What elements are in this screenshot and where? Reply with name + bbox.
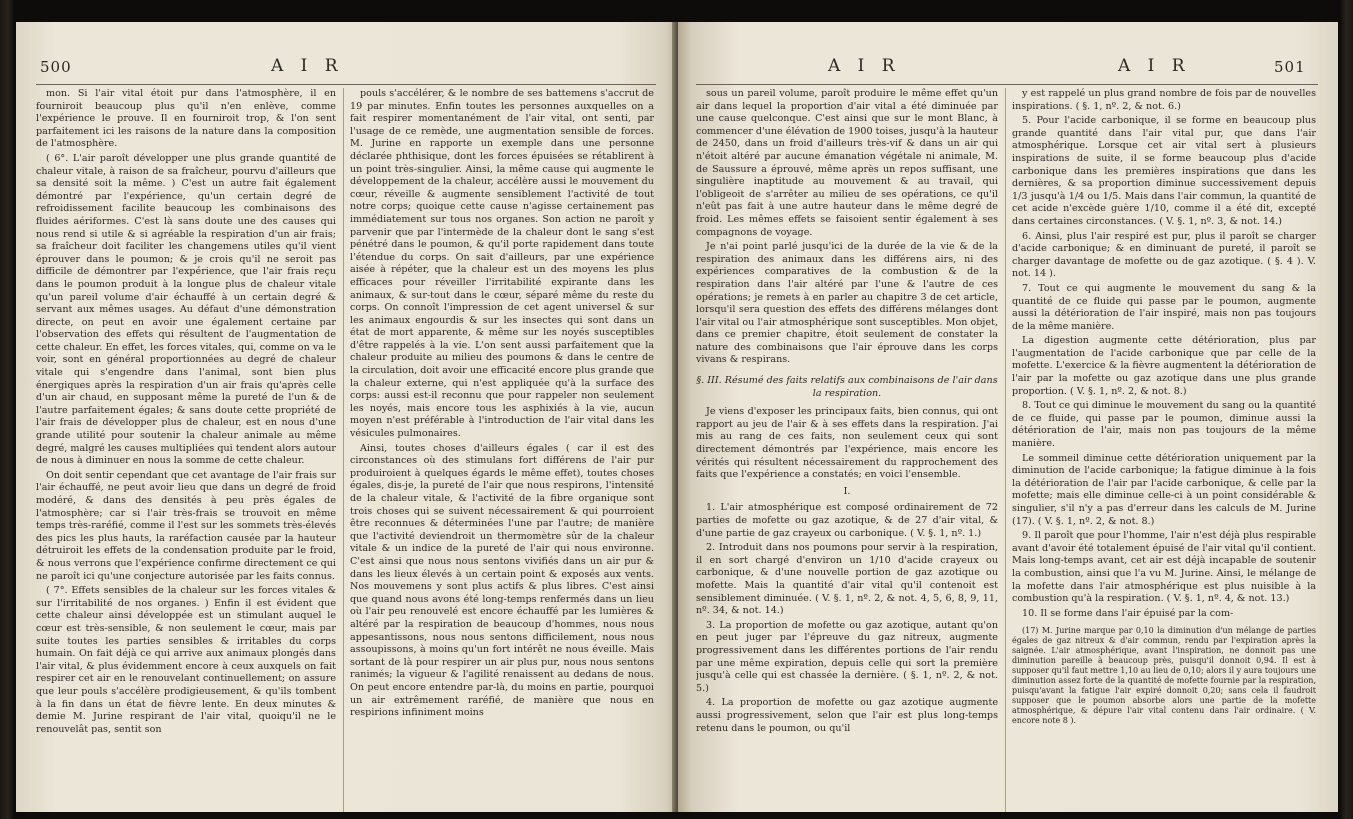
numbered-item: 1. L'air atmosphérique est composé ordinairement de 72 parties de mofette ou gaz azotique, & de 27 d'air vital, & d'une partie de gaz crayeux ou carbonique. ( V. §. 1, nº. 1.) <box>696 502 998 539</box>
numbered-item: 9. Il paroît que pour l'homme, l'air n'est déjà plus respirable avant d'avoir été totalement épuisé de l'air vital qu'il contient. Mais long-temps avant, cet air est déjà incapable de soutenir la combustion, ainsi que l'a vu M. Jurine. Ainsi, le mélange de la mofette dans l'air atmosphérique est plus nuisible à la combustion qu'à la respiration. ( V. §. 1, nº. 4, & not. 13.) <box>1012 530 1316 605</box>
left-page <box>16 22 678 812</box>
left-page-number: 500 <box>40 58 72 76</box>
numbered-item: 4. La proportion de mofette ou gaz azotique augmente aussi progressivement, selon que l'air est plus long-temps retenu dans le poumon, ou qu'il <box>696 697 998 734</box>
left-running-head: A I R <box>271 56 344 76</box>
paragraph: mon. Si l'air vital étoit pur dans l'atmosphère, il en fourniroit beaucoup plus qu'il n'en enlève, comme l'expérience le prouve. Il en fourniroit trop, & l'on sent parfaitement ici les raisons de la nature dans la composition de l'atmosphère. <box>36 88 336 150</box>
right-column-2 <box>1012 88 1316 812</box>
left-column-2 <box>350 88 654 812</box>
numbered-item: 7. Tout ce qui augmente le mouvement du sang & la quantité de ce fluide qui passe par le poumon, augmente aussi la détérioration de l'air inspiré, mais non pas toujours de la même manière. <box>1012 282 1316 332</box>
right-running-head: A I R <box>1118 56 1191 76</box>
right-column-1 <box>696 88 998 812</box>
paragraph: On doit sentir cependant que cet avantage de l'air frais sur l'air échauffé, ne peut avoir lieu que dans un degré de froid modéré, & dans des densités à peu près égales de l'atmosphère; car si l'air très-frais se trouvoit en même temps très-raréfié, comme il l'est sur les sommets très-élevés des pics les plus hauts, la raréfaction causée par la hauteur détruiroit les effets de la condensation produite par le froid, & nous verrons que l'expérience confirme directement ce qui ne paroît ici qu'une conjecture autorisée par les faits connus. <box>36 469 336 582</box>
paragraph: Ainsi, toutes choses d'ailleurs égales ( car il est des circonstances où des stimulans fort différens de l'air pur produiroient à quelques égards le même effet), toutes choses égales, dis-je, la pureté de l'air que nous respirons, l'intensité de la chaleur vitale, & l'activité de la fibre organique sont trois choses qui se suivent nécessairement & qui pourroient être reconnues & déterminées l'une par l'autre; de manière que l'activité deviendroit un thermomètre sûr de la chaleur vitale & un indice de la pureté de l'air qui nous environne. C'est ainsi que nous nous sentons vivifiés dans un air pur & dans les lieux élevés à un certain point & exposés aux vents. Nos mouvemens y sont plus actifs & plus libres. C'est ainsi que quand nous avons été long-temps renfermés dans un lieu où l'air peu renouvelé est encore échauffé par les lumières & altéré par la respiration de beaucoup d'hommes, nous nous appesantissons, nous nous sentons difficilement, nous nous assoupissons, à moins qu'un fort intérêt ne nous éveille. Mais sortant de là pour respirer un air plus pur, nous nous sentons ranimés; la vigueur & l'agilité renaissent au dedans de nous. On peut encore entendre par-là, du moins en partie, pourquoi un air extrêmement raréfié, de manière que nous en respirions infiniment moins <box>350 442 654 719</box>
paragraph: sous un pareil volume, paroît produire le même effet qu'un air dans lequel la proportion d'air vital a été diminuée par une cause quelconque. C'est ainsi que sur le mont Blanc, à commencer d'une élévation de 1900 toises, jusqu'à la hauteur de 2450, dans un froid d'ailleurs très-vif & dans un air qui n'étoit altéré par aucune émanation végétale ni animale, M. de Saussure a éprouvé, même après un repos suffisant, une singulière inaptitude au mouvement & au travail, qui l'obligeoit de s'arrêter au milieu de ses opérations, ce qu'il n'eût pas fait à une autre hauteur dans le même degré de froid. Les mêmes effets se faisoient sentir également à ses compagnons de voyage. <box>696 88 998 238</box>
paragraph: pouls s'accélérer, & le nombre de ses battemens s'accrut de 19 par minutes. Enfin toutes les personnes auxquelles on a fait respirer momentanément de l'air vital, ont senti, par l'usage de ce remède, une augmentation sensible de forces. M. Jurine en rapporte un exemple dans une personne déclarée phthisique, dont les forces épuisées se rétablirent à un point très-singulier. Ainsi, la même cause qui augmente le développement de la chaleur, accélère aussi le mouvement du cœur, réveille & augmente sensiblement l'activité de tout notre corps; quoique cette cause n'agisse certainement pas immédiatement sur tous nos organes. Son action ne paroît y parvenir que par l'intermède de la chaleur dont le sang s'est pénétré dans le poumon, & qu'il porte rapidement dans toute l'étendue du corps. On sait d'ailleurs, par une expérience aisée à répéter, que la chaleur est un des moyens les plus efficaces pour réveiller l'irritabilité expirante dans les animaux, & sur-tout dans le cœur, séparé même du reste du corps. On connoît l'impression de cet agent universel & sur les animaux engourdis & sur les insectes qui sont dans un état de mort apparente, & même sur les noyés susceptibles d'être rappelés à la vie. L'on sent aussi parfaitement que la chaleur produite au milieu des poumons & dans le centre de la circulation, doit avoir une efficacité encore plus grande que la chaleur externe, qui n'est appliquée qu'à la surface des corps: aussi est-il reconnu que pour rappeler non seulement les noyés, mais encore tous les asphixiés à la vie, aucun moyen n'est préférable à l'introduction de l'air vital dans les vésicules pulmonaires. <box>350 88 654 440</box>
paragraph: Je n'ai point parlé jusqu'ici de la durée de la vie & de la respiration des animaux dans les différens airs, ni des expériences comparatives de la combustion & de la respiration dans l'air altéré par l'une & l'autre de ces opérations; je remets à en parler au chapitre 3 de cet article, lorsqu'il sera question des effets des différens mélanges dont l'air vital ou l'air atmosphérique sont susceptibles. Mon objet, dans ce premier chapitre, étoit seulement de constater la nature des combinaisons que l'air éprouve dans les corps vivans & respirans. <box>696 241 998 366</box>
numbered-item: y est rappelé un plus grand nombre de fois par de nouvelles inspirations. ( §. 1, nº. 2, & not. 6.) <box>1012 88 1316 112</box>
column-divider <box>343 88 344 812</box>
paragraph: Je viens d'exposer les principaux faits, bien connus, qui ont rapport au jeu de l'air & à ses effets dans la respiration. J'ai mis au rang de ces faits, non seulement ceux qui sont directement démontrés par l'expérience, mais encore les vérités qui résultent nécessairement du rapprochement des faits que l'expérience a constatés; en voici l'ensemble. <box>696 406 998 481</box>
numbered-item: 5. Pour l'acide carbonique, il se forme en beaucoup plus grande quantité dans l'air vital pur, que dans l'air atmosphérique. Lorsque cet air vital sert à plusieurs inspirations de suite, il se forme beaucoup plus d'acide carbonique dans les premières inspirations que dans les dernières, & sa proportion diminue successivement depuis 1/3 jusqu'à 1/4 ou 1/5. Mais dans l'air commun, la quantité de cet acide n'excède guère 1/10, comme il a été dit, excepté dans certaines circonstances. ( V. §. 1, nº. 3, & not. 14.) <box>1012 115 1316 227</box>
footnote: (17) M. Jurine marque par 0,10 la diminution d'un mélange de parties égales de gaz nitreux & d'air commun, rendu par l'expiration après la saignée. L'air atmosphérique, avant l'inspiration, ne donnoit pas une diminution pareille à beaucoup près, puisqu'il donnoit 0,94. Il est à supposer qu'il faut mettre 1,10 au lieu de 0,10; alors il y aura toujours une diminution assez forte de la quantité de mofette fournie par la respiration, puisqu'avant la fatigue l'air expiré donnoit 0,20; sans cela il faudroit supposer que le poumon absorbe alors une partie de la mofette atmosphérique, & dépure l'air vital contenu dans l'air ordinaire. ( V. encore note 8 ). <box>1012 626 1316 726</box>
paragraph: La digestion augmente cette détérioration, plus par l'augmentation de l'acide carbonique que par celle de la mofette. L'exercice & la fièvre augmentent la détérioration de l'air par la mofette ou gaz azotique dans une plus grande proportion. ( V. §. 1, nº. 2, & not. 8.) <box>1012 335 1316 397</box>
numbered-item: 3. La proportion de mofette ou gaz azotique, autant qu'on en peut juger par l'épreuve du gaz nitreux, augmente progressivement dans les différentes portions de l'air rendu par une même expiration, depuis celle qui sort la première jusqu'à celle qui est chassée la dernière. ( §. 1, nº. 2, & not. 5.) <box>696 619 998 694</box>
paragraph: Le sommeil diminue cette détérioration uniquement par la diminution de l'acide carbonique; la fatigue diminue à la fois la détérioration de l'air par l'acide carbonique, & celle par la mofette; mais elle diminue celle-ci à un point considérable & singulier, s'il n'y a pas d'erreur dans les calculs de M. Jurine (17). ( V. §. 1, nº. 2, & not. 8.) <box>1012 452 1316 527</box>
paragraph: ( 7°. Effets sensibles de la chaleur sur les forces vitales & sur l'irritabilité de nos organes. ) Enfin il est évident que cette chaleur ainsi développée est un stimulant auquel le cœur est très-sensible, & non seulement le cœur, mais par suite toutes les parties sensibles & irritables du corps humain. On fait déjà ce qui arrive aux animaux plongés dans l'air vital, & plus évidemment encore à ceux auxquels on fait respirer cet air en le renouvelant continuellement; on assure que leur pouls s'accélère prodigieusement, & qu'ils tombent à la fin dans un état de fièvre lente. En deux minutes & demie M. Jurine respirant de l'air vital, quoiqu'il ne le renouvelât pas, sentit son <box>36 585 336 735</box>
right-running-head-left: A I R <box>828 56 901 76</box>
left-column-1 <box>36 88 336 812</box>
numbered-item: 6. Ainsi, plus l'air respiré est pur, plus il paroît se charger d'acide carbonique; & en diminuant de pureté, il paroît se charger davantage de mofette ou de gaz azotique. ( §. 4 ). V. not. 14 ). <box>1012 230 1316 280</box>
right-page-number: 501 <box>1274 58 1306 76</box>
header-rule <box>36 84 656 85</box>
numbered-item: 10. Il se forme dans l'air épuisé par la com- <box>1022 607 1234 619</box>
numbered-item: 8. Tout ce qui diminue le mouvement du sang ou la quantité de ce fluide, qui passe par le poumon, diminue aussi la détérioration de l'air, mais non pas toujours de la même manière. <box>1012 400 1316 450</box>
numbered-item: 2. Introduit dans nos poumons pour servir à la respiration, il en sort chargé d'environ un 1/10 d'acide crayeux ou carbonique, & d'une nouvelle portion de gaz azotique ou mofette. Mais la quantité d'air vital qu'il contenoit est sensiblement diminuée. ( V. §. 1, nº. 2, & not. 4, 5, 6, 8, 9, 11, nº. 34, & not. 14.) <box>696 542 998 617</box>
section-heading: §. III. Résumé des faits relatifs aux combinaisons de l'air dans la respiration. <box>696 375 998 399</box>
right-page <box>678 22 1338 812</box>
paragraph: ( 6°. L'air paroît développer une plus grande quantité de chaleur vitale, à raison de sa fraîcheur, pourvu d'ailleurs que sa densité soit la même. ) C'est un autre fait également démontré par l'expérience, qu'un certain degré de refroidissement facilite beaucoup les combinaisons des fluides aériformes. C'est là sans doute une des causes qui nous rend si utile & si agréable la respiration d'un air frais; sa fraîcheur doit faciliter les changemens utiles qu'il vient éprouver dans le poumon; & je crois qu'il ne seroit pas difficile de démontrer par l'expérience, que l'air frais reçu dans le poumon produit à la longue plus de chaleur vitale qu'un pareil volume d'air échauffé à un certain degré & servant aux mêmes usages. Au défaut d'une démonstration directe, on peut en avoir une également certaine par l'observation des effets qui résultent de l'augmentation de cette chaleur. En effet, les forces vitales, qui, comme on va le voir, sont en général proportionnées au degré de chaleur vitale qui s'engendre dans l'animal, sont bien plus énergiques après la respiration d'un air frais qu'après celle d'un air chaud, en supposant même la pureté de l'un & de l'autre parfaitement égales; & sans doute cette propriété de l'air frais de développer plus de chaleur, est en nous d'une grande utilité pour soutenir la chaleur animale au même degré, malgré les causes multipliées qui tendent alors autour de nous à diminuer en nous la somme de cette chaleur. <box>36 152 336 467</box>
header-rule <box>696 84 1318 85</box>
column-divider <box>1005 88 1006 812</box>
part-number: I. <box>843 485 851 497</box>
